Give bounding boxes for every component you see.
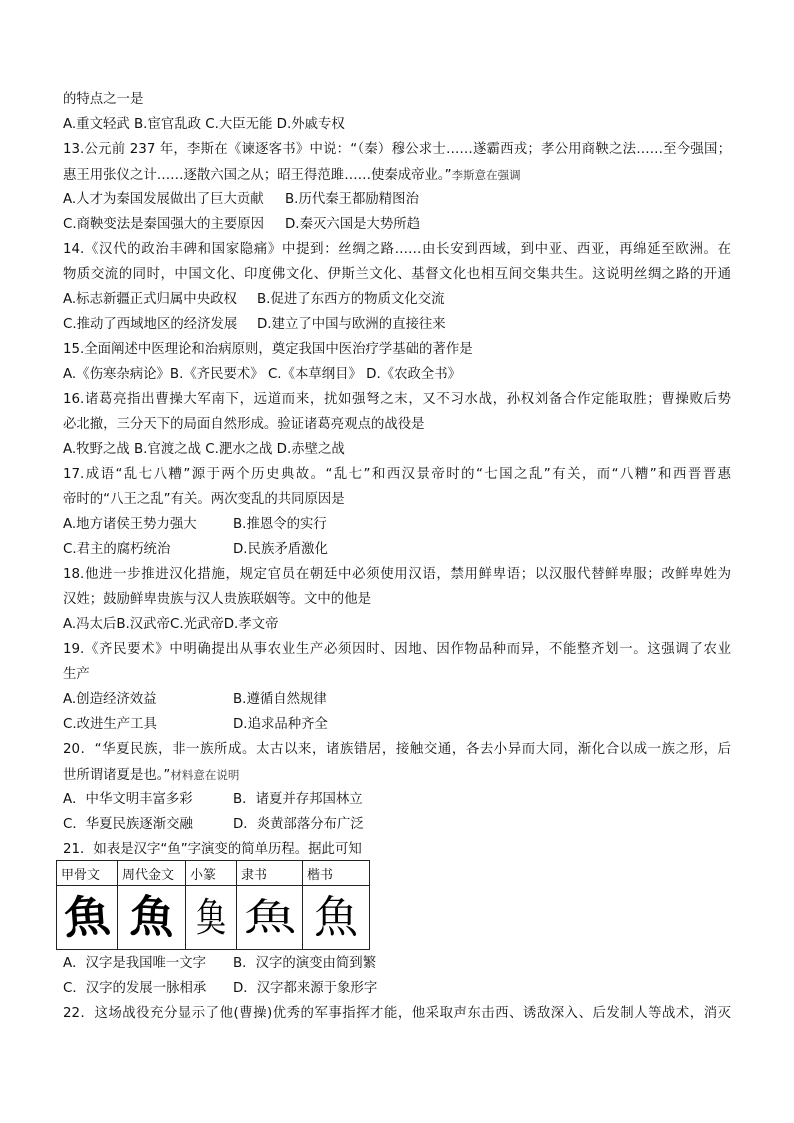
question-17-options-row-1 (63, 516, 327, 534)
question-20-stem-line-1: 20．“华夏民族，非一族所成。太古以来，诸族错居，接触交通，各去小异而大同，渐化合以成一族之形，后 (63, 742, 731, 757)
question-21-option-a: A．汉字是我国唯一文字 (63, 956, 207, 971)
question-19-option-d: D.追求品种齐全 (233, 717, 328, 732)
table-header-cell: 周代金文 (118, 861, 186, 886)
question-14-options-row-2 (63, 316, 446, 334)
question-13-option-c: C.商鞅变法是秦国强大的主要原因 (63, 217, 265, 232)
question-13-option-b: B.历代秦王都励精图治 (285, 192, 419, 207)
question-14-option-d: D.建立了中国与欧洲的直接往来 (257, 317, 446, 332)
question-19-stem-line-1: 19.《齐民要术》中明确提出从事农业生产必须因时、因地、因作物品种而异，不能整齐划一。这强调了农业 (63, 642, 731, 657)
question-13-stem-line-2 (63, 166, 521, 184)
question-21-stem: 21．如表是汉字“鱼”字演变的简单历程。据此可知 (63, 842, 362, 857)
question-16-options: A.牧野之战 B.官渡之战 C.淝水之战 D.赤壁之战 (63, 442, 345, 457)
question-14-option-b: B.促进了东西方的物质文化交流 (257, 292, 445, 307)
question-13-quote: 惠王用张仪之计……逐散六国之从；昭王得范雎……使秦成帝业。” (63, 168, 452, 183)
seal-glyph-cell (186, 886, 237, 950)
fish-character-evolution-table (56, 860, 370, 950)
table-header-cell: 隶书 (237, 861, 303, 886)
question-16-stem-line-2: 必北撤，三分天下的局面自然形成。验证诸葛亮观点的战役是 (63, 417, 425, 432)
question-19-options-row-1 (63, 691, 327, 709)
question-12-options: A.重文轻武 B.宦官乱政 C.大臣无能 D.外戚专权 (63, 117, 345, 132)
oracle-bone-glyph-cell (57, 886, 118, 950)
question-17-option-a: A.地方诸侯王势力强大 (63, 517, 197, 532)
question-19-options-row-2 (63, 716, 328, 734)
table-header-cell: 甲骨文 (57, 861, 118, 886)
regular-script-fish-glyph: 魚 (314, 891, 358, 943)
question-19-option-b: B.遵循自然规律 (233, 692, 327, 707)
question-14-stem-line-1: 14.《汉代的政治丰碑和国家隐痛》中提到：丝绸之路……由长安到西域，到中亚、西亚，再绵延至欧洲。在 (63, 242, 731, 257)
question-13-option-d: D.秦灭六国是大势所趋 (285, 217, 421, 232)
question-17-option-c: C.君主的腐朽统治 (63, 542, 171, 557)
regular-glyph-cell (303, 886, 370, 950)
question-18-stem-line-1: 18.他进一步推进汉化措施，规定官员在朝廷中必须使用汉语，禁用鲜卑语；以汉服代替鲜卑服；改鲜卑姓为 (63, 567, 731, 582)
small-seal-fish-glyph: 𩵋 (196, 894, 226, 941)
question-20-option-a: A．中华文明丰富多彩 (63, 792, 193, 807)
question-21-options-row-2 (63, 980, 377, 998)
question-16-stem-line-1: 16.诸葛亮指出曹操大军南下，远道而来，扰如强弩之末，又不习水战，孙权刘备合作定能取胜；曹操败后势 (63, 392, 731, 407)
table-header-cell: 小篆 (186, 861, 237, 886)
question-14-stem-line-2: 物质交流的同时，中国文化、印度佛文化、伊斯兰文化、基督文化也相互间交集共生。这说明丝绸之路的开通 (63, 267, 731, 282)
question-17-option-d: D.民族矛盾激化 (233, 542, 328, 557)
question-18-stem-line-2: 汉姓；鼓励鲜卑贵族与汉人贵族联姻等。文中的他是 (63, 592, 371, 607)
question-20-option-d: D．炎黄部落分布广泛 (233, 817, 364, 832)
question-21-option-c: C．汉字的发展一脉相承 (63, 981, 207, 996)
question-14-option-c: C.推动了西域地区的经济发展 (63, 317, 238, 332)
table-glyph-row (57, 886, 370, 950)
bronze-inscription-fish-glyph: 魚 (128, 890, 175, 944)
question-20-option-c: C．华夏民族逐渐交融 (63, 817, 193, 832)
question-22-stem: 22．这场战役充分显示了他(曹操)优秀的军事指挥才能，他采取声东击西、诱敌深入、后发制人等战术，消灭 (63, 1006, 731, 1021)
bronze-glyph-cell (118, 886, 186, 950)
question-14-option-a: A.标志新疆正式归属中央政权 (63, 292, 237, 307)
question-19-option-a: A.创造经济效益 (63, 692, 157, 707)
question-20-options-row-2 (63, 816, 364, 834)
clerical-glyph-cell (237, 886, 303, 950)
question-21-option-d: D．汉字都来源于象形字 (233, 981, 378, 996)
question-19-stem-line-2: 生产 (63, 667, 90, 682)
question-17-option-b: B.推恩令的实行 (233, 517, 327, 532)
question-13-option-a: A.人才为秦国发展做出了巨大贡献 (63, 192, 264, 207)
question-13-prompt: 李斯意在强调 (451, 168, 521, 182)
question-20-options-row-1 (63, 791, 363, 809)
table-header-row (57, 861, 370, 886)
table-header-cell: 楷书 (303, 861, 370, 886)
question-14-options-row-1 (63, 291, 445, 309)
question-13-stem-line-1: 13.公元前 237 年，李斯在《谏逐客书》中说：“（秦）穆公求士……遂霸西戎；孝公用商鞅之法……至今强国； (63, 142, 731, 157)
question-20-option-b: B．诸夏并存邦国林立 (233, 792, 363, 807)
question-17-stem-line-1: 17.成语“乱七八糟”源于两个历史典故。“乱七”和西汉景帝时的“七国之乱”有关，而“八糟”和西晋晋惠 (63, 467, 731, 482)
question-17-stem-line-2: 帝时的“八王之乱”有关。两次变乱的共同原因是 (63, 492, 345, 507)
question-21-options-row-1 (63, 955, 376, 973)
question-19-option-c: C.改进生产工具 (63, 717, 157, 732)
question-13-options-row-2 (63, 216, 420, 234)
question-20-prompt: 材料意在说明 (170, 768, 240, 782)
question-13-options-row-1 (63, 191, 419, 209)
question-12-stem-end: 的特点之一是 (63, 92, 144, 107)
clerical-script-fish-glyph: 魚 (243, 895, 296, 939)
oracle-bone-fish-glyph: 魚 (62, 890, 112, 944)
question-15-stem: 15.全面阐述中医理论和治病原则，奠定我国中医治疗学基础的著作是 (63, 342, 473, 357)
question-17-options-row-2 (63, 541, 328, 559)
question-21-option-b: B．汉字的演变由简到繁 (233, 956, 377, 971)
question-18-options: A.冯太后B.汉武帝C.光武帝D.孝文帝 (63, 617, 279, 632)
question-15-options: A.《伤寒杂病论》B.《齐民要术》 C.《本草纲目》 D.《农政全书》 (63, 367, 462, 382)
question-20-stem-line-2 (63, 766, 239, 784)
question-20-quote: 世所谓诸夏是也。” (63, 768, 171, 783)
